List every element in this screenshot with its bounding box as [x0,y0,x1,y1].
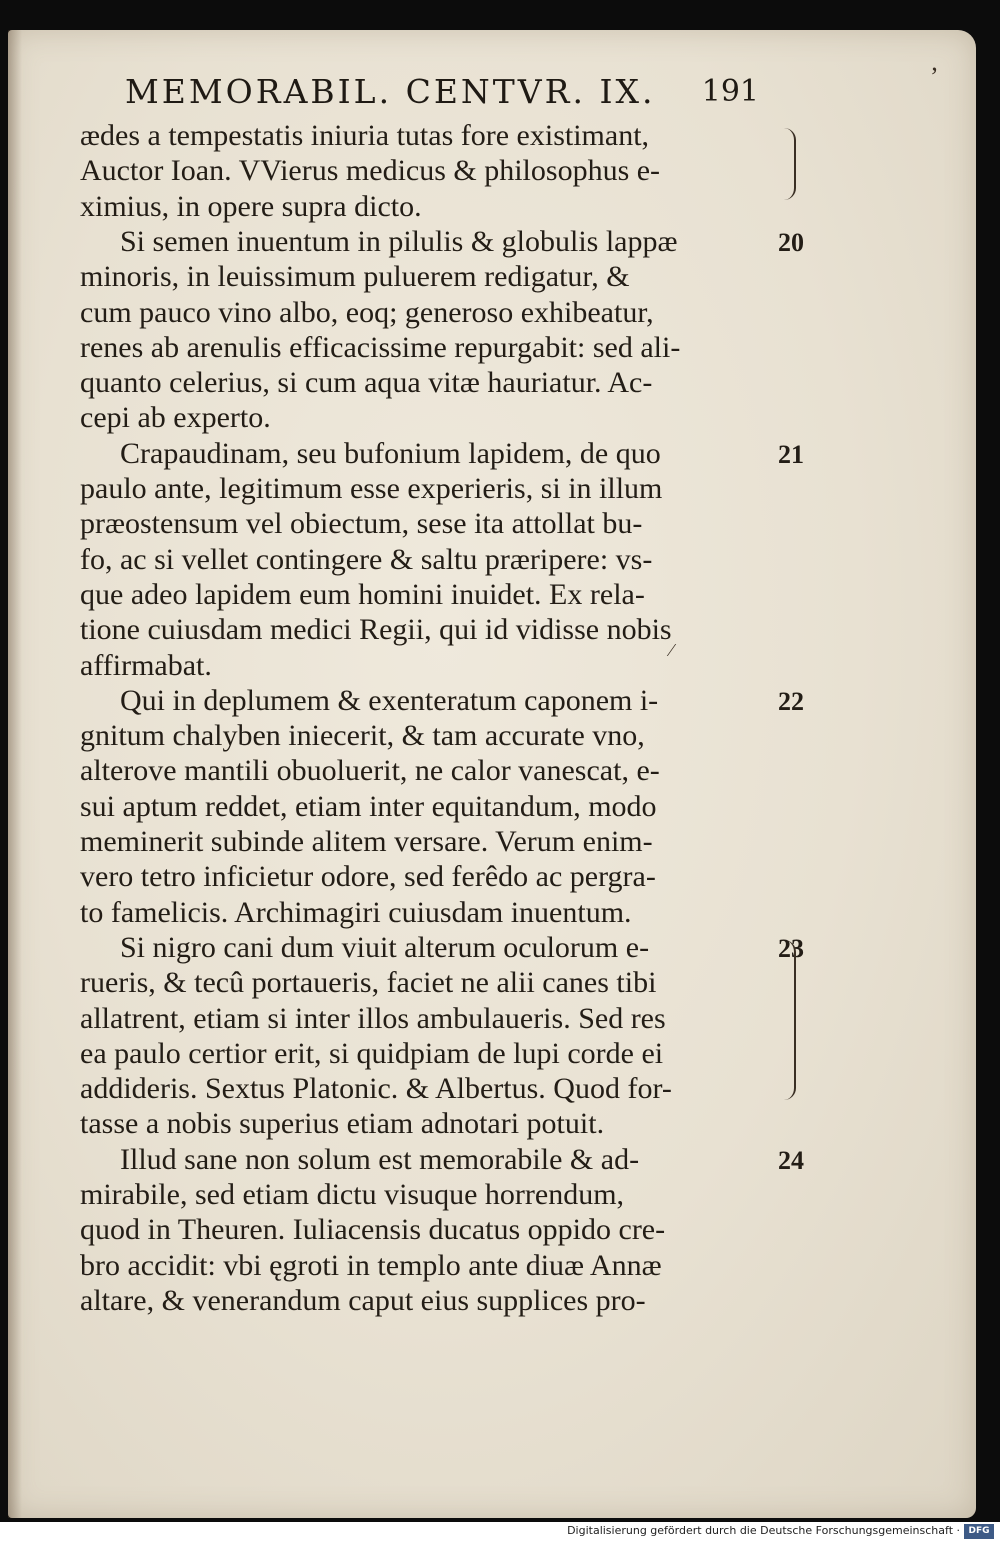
text-line: que adeo lapidem eum homini inuidet. Ex rela- [80,577,645,611]
text-line: tione cuiusdam medici Regii, qui id vidisse nobis [80,613,672,647]
text-line: Si nigro cani dum viuit alterum oculorum e- [120,930,650,964]
text-line: Crapaudinam, seu bufonium lapidem, de quo [120,436,661,470]
text-line: paulo ante, legitimum esse experieris, si in illum [80,472,663,505]
text-line: fo, ac si vellet contingere & saltu præripere: vs- [80,542,653,576]
text-line: mirabile, sed etiam dictu visuque horrendum, [80,1178,625,1211]
footer [0,1522,1000,1543]
dfg-logo-icon: DFG [964,1524,994,1539]
text-line: altare, & venerandum caput eius supplices pro- [80,1283,646,1317]
text-line: addideris. Sextus Platonic. & Albertus. Quod for- [80,1072,672,1106]
text-line: quanto celerius, si cum aqua vitæ hauriatur. Ac- [80,366,653,400]
text-line: meminerit subinde alitem versare. Verum enim- [80,825,653,858]
text-line: bro accidit: vbi ęgroti in templo ante diuæ Annæ [80,1248,662,1282]
margin-number: 20 [778,227,804,257]
text-line: ea paulo certior erit, si quidpiam de lupi corde ei [80,1036,664,1070]
text-line: præostensum vel obiectum, sese ita attollat bu- [80,507,643,541]
text-line: allatrent, etiam si inter illos ambulaueris. Sed res [80,1001,666,1035]
text-line: Illud sane non solum est memorabile & ad- [120,1142,640,1176]
margin-brace [780,128,796,200]
text-line: minoris, in leuissimum puluerem redigatur, & [80,260,630,294]
margin-number: 21 [778,439,804,469]
text-line: ædes a tempestatis iniuria tutas fore existimant, [80,119,650,152]
text-line: affirmabat. [80,648,212,682]
funding-credit: Digitalisierung gefördert durch die Deutsche Forschungsgemeinschaft · [567,1524,960,1537]
text-line: tasse a nobis superius etiam adnotari potuit. [80,1107,605,1141]
text-line: Auctor Ioan. VVierus medicus & philosophus e- [80,154,661,188]
text-line: renes ab arenulis efficacissime repurgabit: sed ali- [80,330,681,364]
text-line: to famelicis. Archimagiri cuiusdam inuentum. [80,895,632,929]
text-line: ximius, in opere supra dicto. [80,189,422,223]
margin-number: 23 [778,933,804,963]
text-line: cum pauco vino albo, eoq; generoso exhibeatur, [80,295,654,329]
text-line: cepi ab experto. [80,401,271,435]
text-line: alterove mantili obuoluerit, ne calor vanescat, e- [80,754,660,788]
text-line: vero tetro inficietur odore, sed ferêdo ac pergra- [80,860,656,894]
margin-number: 22 [778,686,804,716]
text-line: Si semen inuentum in pilulis & globulis lappæ [120,224,678,258]
text-line: sui aptum reddet, etiam inter equitandum, modo [80,789,657,823]
running-head-title: MEMORABIL. CENTVR. IX. [125,72,656,111]
text-line: quod in Theuren. Iuliacensis ducatus oppido cre- [80,1213,666,1247]
margin-brace [780,940,796,1100]
text-line: Qui in deplumem & exenteratum caponem i- [120,683,659,717]
page-number: 191 [701,74,759,109]
ink-speck: ʼ [930,62,939,91]
page-binding-shadow [8,30,22,1518]
margin-number: 24 [778,1145,804,1175]
ink-speck: ⁄ [670,640,674,660]
text-line: gnitum chalyben iniecerit, & tam accurate vno, [80,719,645,753]
running-head [125,72,775,111]
text-line: rueris, & tecû portaueris, faciet ne alii canes tibi [80,966,657,1000]
